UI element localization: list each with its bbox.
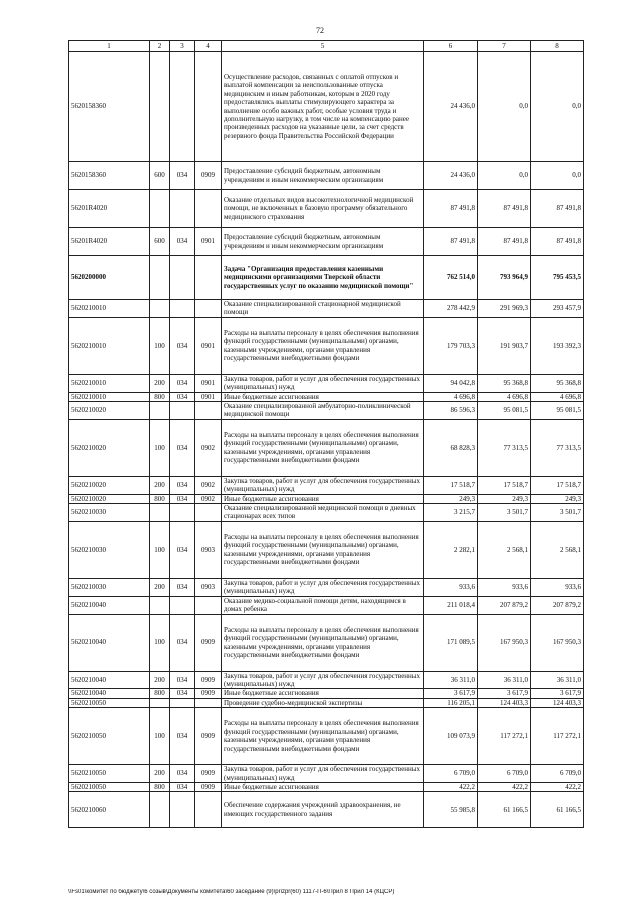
table-row <box>69 765 584 783</box>
cell-name: Предоставление субсидий бюджетным, автономным учреждениям и иным некоммерческим организациям <box>222 162 424 190</box>
header-cell: 3 <box>170 41 195 52</box>
cell-v8: 117 272,1 <box>531 708 584 765</box>
cell-name: Расходы на выплаты персоналу в целях обеспечения выполнения функций государственными (муниципальными) органами, казенными учреждениями, органами управления государственными внебюджетными фондами <box>222 614 424 671</box>
cell-v8: 795 453,5 <box>531 256 584 300</box>
cell-v8: 193 392,3 <box>531 317 584 374</box>
cell-v6: 86 596,3 <box>424 402 478 420</box>
cell-c4 <box>195 300 222 318</box>
cell-c2 <box>150 256 170 300</box>
cell-code: 5620210010 <box>69 300 150 318</box>
table-row <box>69 708 584 765</box>
cell-c2 <box>150 190 170 228</box>
cell-c4: 0909 <box>195 689 222 698</box>
cell-c4: 0902 <box>195 476 222 494</box>
cell-c3 <box>170 402 195 420</box>
cell-c3 <box>170 256 195 300</box>
cell-v6: 36 311,0 <box>424 671 478 689</box>
cell-v8: 77 313,5 <box>531 419 584 476</box>
cell-v7: 61 166,5 <box>478 792 531 828</box>
cell-c2 <box>150 792 170 828</box>
cell-v7: 0,0 <box>478 162 531 190</box>
cell-v6: 17 518,7 <box>424 476 478 494</box>
cell-v6: 109 073,9 <box>424 708 478 765</box>
cell-name: Оказание отдельных видов высокотехнологичной медицинской помощи, не включенных в базовую программу обязательного медицинского страхования <box>222 190 424 228</box>
cell-c4 <box>195 402 222 420</box>
cell-name: Оказание специализированной стационарной медицинской помощи <box>222 300 424 318</box>
cell-c4: 0903 <box>195 578 222 596</box>
cell-code: 5620210020 <box>69 494 150 503</box>
header-cell: 1 <box>69 41 150 52</box>
cell-code: 5620210040 <box>69 671 150 689</box>
cell-v8: 249,3 <box>531 494 584 503</box>
cell-name: Расходы на выплаты персоналу в целях обеспечения выполнения функций государственными (муниципальными) органами, казенными учреждениями, органами управления государственными внебюджетными фондами <box>222 317 424 374</box>
cell-c2: 600 <box>150 162 170 190</box>
cell-c3 <box>170 300 195 318</box>
cell-c3: 034 <box>170 521 195 578</box>
cell-v7: 167 950,3 <box>478 614 531 671</box>
cell-name: Оказание медико-социальной помощи детям, находящимся в домах ребенка <box>222 596 424 614</box>
cell-v7: 117 272,1 <box>478 708 531 765</box>
cell-v6: 116 205,1 <box>424 698 478 707</box>
cell-c3: 034 <box>170 671 195 689</box>
cell-v7: 87 491,8 <box>478 228 531 256</box>
cell-code: 5620210030 <box>69 521 150 578</box>
cell-c3: 034 <box>170 419 195 476</box>
cell-c4: 0901 <box>195 392 222 401</box>
table-row <box>69 782 584 791</box>
cell-v8: 933,6 <box>531 578 584 596</box>
cell-v8: 87 491,8 <box>531 228 584 256</box>
cell-c4: 0909 <box>195 782 222 791</box>
table-row <box>69 52 584 162</box>
cell-c3: 034 <box>170 578 195 596</box>
header-cell: 4 <box>195 41 222 52</box>
cell-v7: 6 709,0 <box>478 765 531 783</box>
table-row <box>69 596 584 614</box>
table-row <box>69 614 584 671</box>
cell-code: 5620210060 <box>69 792 150 828</box>
cell-v8: 422,2 <box>531 782 584 791</box>
cell-v6: 2 282,1 <box>424 521 478 578</box>
table-row <box>69 578 584 596</box>
cell-c3: 034 <box>170 614 195 671</box>
cell-c4: 0901 <box>195 374 222 392</box>
cell-c2 <box>150 504 170 522</box>
cell-name: Закупка товаров, работ и услуг для обеспечения государственных (муниципальных) нужд <box>222 374 424 392</box>
table-row <box>69 374 584 392</box>
page-number: 72 <box>316 26 324 35</box>
cell-code: 5620210030 <box>69 578 150 596</box>
table-row <box>69 190 584 228</box>
cell-v7: 17 518,7 <box>478 476 531 494</box>
cell-c2 <box>150 698 170 707</box>
cell-c2 <box>150 402 170 420</box>
cell-v7: 291 969,3 <box>478 300 531 318</box>
cell-name: Обеспечение содержания учреждений здравоохранения, не имеющих государственного задания <box>222 792 424 828</box>
cell-c2: 100 <box>150 419 170 476</box>
cell-v8: 3 617,9 <box>531 689 584 698</box>
cell-v8: 95 368,8 <box>531 374 584 392</box>
cell-c2: 600 <box>150 228 170 256</box>
cell-name: Оказание специализированной медицинской помощи в дневных стационарах всех типов <box>222 504 424 522</box>
cell-v7: 249,3 <box>478 494 531 503</box>
cell-c2: 200 <box>150 476 170 494</box>
cell-c2: 100 <box>150 708 170 765</box>
table-row <box>69 504 584 522</box>
cell-v6: 933,6 <box>424 578 478 596</box>
header-cell: 6 <box>424 41 478 52</box>
cell-c2 <box>150 300 170 318</box>
cell-code: 5620210050 <box>69 782 150 791</box>
cell-c3: 034 <box>170 228 195 256</box>
cell-v8: 293 457,9 <box>531 300 584 318</box>
cell-c2: 100 <box>150 521 170 578</box>
cell-c3 <box>170 792 195 828</box>
table-row <box>69 689 584 698</box>
cell-v8: 6 709,0 <box>531 765 584 783</box>
cell-c3: 034 <box>170 765 195 783</box>
table-row <box>69 317 584 374</box>
cell-v8: 95 081,5 <box>531 402 584 420</box>
cell-v7: 3 617,9 <box>478 689 531 698</box>
cell-v6: 762 514,0 <box>424 256 478 300</box>
cell-c3: 034 <box>170 708 195 765</box>
cell-name: Расходы на выплаты персоналу в целях обеспечения выполнения функций государственными (муниципальными) органами, казенными учреждениями, органами управления государственными внебюджетными фондами <box>222 419 424 476</box>
table-row <box>69 300 584 318</box>
cell-code: 5620210010 <box>69 392 150 401</box>
cell-c4: 0909 <box>195 708 222 765</box>
header-cell: 5 <box>222 41 424 52</box>
cell-c3: 034 <box>170 494 195 503</box>
table-row <box>69 256 584 300</box>
cell-v7: 77 313,5 <box>478 419 531 476</box>
table-row <box>69 162 584 190</box>
cell-c2: 800 <box>150 689 170 698</box>
cell-c3 <box>170 52 195 162</box>
cell-c2: 200 <box>150 671 170 689</box>
cell-c3: 034 <box>170 689 195 698</box>
cell-name: Расходы на выплаты персоналу в целях обеспечения выполнения функций государственными (муниципальными) органами, казенными учреждениями, органами управления государственными внебюджетными фондами <box>222 708 424 765</box>
cell-v7: 191 903,7 <box>478 317 531 374</box>
cell-c3: 034 <box>170 317 195 374</box>
cell-v8: 4 696,8 <box>531 392 584 401</box>
cell-code: 5620210040 <box>69 614 150 671</box>
cell-code: 5620210010 <box>69 317 150 374</box>
cell-code: 5620210030 <box>69 504 150 522</box>
table-row <box>69 521 584 578</box>
table-row <box>69 671 584 689</box>
table-row <box>69 419 584 476</box>
cell-v6: 211 018,4 <box>424 596 478 614</box>
cell-v7: 36 311,0 <box>478 671 531 689</box>
cell-name: Задача "Организация предоставления казенными медицинскими организациями Тверской области государственных услуг по оказанию медицинской помощи" <box>222 256 424 300</box>
cell-v6: 87 491,8 <box>424 190 478 228</box>
cell-code: 5620210020 <box>69 419 150 476</box>
cell-v6: 171 089,5 <box>424 614 478 671</box>
header-cell: 2 <box>150 41 170 52</box>
cell-name: Предоставление субсидий бюджетным, автономным учреждениям и иным некоммерческим организациям <box>222 228 424 256</box>
cell-name: Закупка товаров, работ и услуг для обеспечения государственных (муниципальных) нужд <box>222 765 424 783</box>
cell-name: Оказание специализированной амбулаторно-поликлинической медицинской помощи <box>222 402 424 420</box>
cell-v8: 0,0 <box>531 52 584 162</box>
cell-code: 5620210020 <box>69 476 150 494</box>
cell-code: 56201R4020 <box>69 228 150 256</box>
cell-code: 5620210050 <box>69 708 150 765</box>
cell-v7: 3 501,7 <box>478 504 531 522</box>
cell-v8: 36 311,0 <box>531 671 584 689</box>
cell-name: Осуществление расходов, связанных с оплатой отпусков и выплатой компенсации за неиспользованные отпуска медицинским и иным работникам, которым в 2020 году предоставлялись выплаты стимулирующего характера за выполнение особо важных работ, особые условия труда и дополнительную нагрузку, в том числе на компенсацию ранее произведенных расходов на указанные цели, за счет средств резервного фонда Правительства Российской Федерации <box>222 52 424 162</box>
cell-v6: 179 703,3 <box>424 317 478 374</box>
cell-v8: 3 501,7 <box>531 504 584 522</box>
cell-name: Иные бюджетные ассигнования <box>222 782 424 791</box>
cell-c2: 200 <box>150 765 170 783</box>
cell-c3 <box>170 504 195 522</box>
cell-name: Закупка товаров, работ и услуг для обеспечения государственных (муниципальных) нужд <box>222 476 424 494</box>
cell-code: 5620210010 <box>69 374 150 392</box>
cell-c4: 0903 <box>195 521 222 578</box>
cell-v8: 61 166,5 <box>531 792 584 828</box>
cell-code: 5620210050 <box>69 765 150 783</box>
cell-v6: 3 617,9 <box>424 689 478 698</box>
table-row <box>69 228 584 256</box>
cell-v8: 167 950,3 <box>531 614 584 671</box>
cell-name: Закупка товаров, работ и услуг для обеспечения государственных (муниципальных) нужд <box>222 671 424 689</box>
cell-v8: 124 403,3 <box>531 698 584 707</box>
table-row <box>69 494 584 503</box>
budget-table <box>68 40 584 828</box>
cell-c4: 0909 <box>195 614 222 671</box>
cell-v7: 207 879,2 <box>478 596 531 614</box>
cell-c4 <box>195 698 222 707</box>
cell-v7: 933,6 <box>478 578 531 596</box>
table-row <box>69 792 584 828</box>
cell-v6: 422,2 <box>424 782 478 791</box>
cell-v6: 24 436,0 <box>424 52 478 162</box>
cell-c2: 100 <box>150 614 170 671</box>
cell-v8: 207 879,2 <box>531 596 584 614</box>
cell-v7: 124 403,3 <box>478 698 531 707</box>
cell-v7: 95 081,5 <box>478 402 531 420</box>
cell-c4: 0901 <box>195 228 222 256</box>
cell-code: 5620210020 <box>69 402 150 420</box>
file-path-footer: \\Fs01\комитет по бюджету\6 созыв\Документы комитета\60 заседание (9)\prizpr(60) 1117-П-6\Прил 8 Прил 14 (КЦСР) <box>68 889 395 895</box>
cell-v7: 793 964,9 <box>478 256 531 300</box>
cell-c4: 0901 <box>195 317 222 374</box>
table-row <box>69 698 584 707</box>
cell-c3: 034 <box>170 392 195 401</box>
cell-c4 <box>195 256 222 300</box>
cell-code: 5620210050 <box>69 698 150 707</box>
cell-c2: 800 <box>150 494 170 503</box>
cell-v7: 95 368,8 <box>478 374 531 392</box>
cell-c3: 034 <box>170 374 195 392</box>
cell-c4 <box>195 190 222 228</box>
cell-v6: 4 696,8 <box>424 392 478 401</box>
cell-c2 <box>150 596 170 614</box>
cell-v6: 68 828,3 <box>424 419 478 476</box>
cell-c2: 200 <box>150 578 170 596</box>
header-cell: 7 <box>478 41 531 52</box>
cell-c4: 0909 <box>195 671 222 689</box>
cell-code: 5620200000 <box>69 256 150 300</box>
cell-c4 <box>195 792 222 828</box>
cell-v6: 24 436,0 <box>424 162 478 190</box>
table-row <box>69 392 584 401</box>
cell-c3: 034 <box>170 782 195 791</box>
cell-c3: 034 <box>170 476 195 494</box>
header-cell: 8 <box>531 41 584 52</box>
cell-c4 <box>195 52 222 162</box>
cell-v6: 87 491,8 <box>424 228 478 256</box>
cell-v7: 87 491,8 <box>478 190 531 228</box>
cell-code: 5620210040 <box>69 689 150 698</box>
cell-c3 <box>170 190 195 228</box>
cell-v8: 87 491,8 <box>531 190 584 228</box>
cell-c3 <box>170 698 195 707</box>
cell-name: Расходы на выплаты персоналу в целях обеспечения выполнения функций государственными (муниципальными) органами, казенными учреждениями, органами управления государственными внебюджетными фондами <box>222 521 424 578</box>
header-row <box>69 41 584 52</box>
table-row <box>69 402 584 420</box>
cell-v8: 17 518,7 <box>531 476 584 494</box>
cell-code: 5620158360 <box>69 52 150 162</box>
cell-name: Иные бюджетные ассигнования <box>222 494 424 503</box>
table-row <box>69 476 584 494</box>
cell-c3: 034 <box>170 162 195 190</box>
cell-v7: 0,0 <box>478 52 531 162</box>
cell-code: 56201R4020 <box>69 190 150 228</box>
cell-v8: 2 568,1 <box>531 521 584 578</box>
cell-name: Иные бюджетные ассигнования <box>222 392 424 401</box>
cell-v7: 2 568,1 <box>478 521 531 578</box>
cell-v8: 0,0 <box>531 162 584 190</box>
cell-v6: 249,3 <box>424 494 478 503</box>
cell-c2 <box>150 52 170 162</box>
cell-code: 5620158360 <box>69 162 150 190</box>
cell-v6: 6 709,0 <box>424 765 478 783</box>
cell-v7: 422,2 <box>478 782 531 791</box>
cell-c4 <box>195 596 222 614</box>
cell-name: Закупка товаров, работ и услуг для обеспечения государственных (муниципальных) нужд <box>222 578 424 596</box>
cell-c4 <box>195 504 222 522</box>
cell-name: Проведение судебно-медицинской экспертизы <box>222 698 424 707</box>
cell-c2: 800 <box>150 782 170 791</box>
cell-c2: 800 <box>150 392 170 401</box>
cell-c2: 100 <box>150 317 170 374</box>
cell-c2: 200 <box>150 374 170 392</box>
cell-c4: 0909 <box>195 162 222 190</box>
cell-v7: 4 696,8 <box>478 392 531 401</box>
cell-v6: 55 985,8 <box>424 792 478 828</box>
cell-c4: 0909 <box>195 765 222 783</box>
cell-name: Иные бюджетные ассигнования <box>222 689 424 698</box>
cell-c4: 0902 <box>195 494 222 503</box>
cell-c3 <box>170 596 195 614</box>
cell-code: 5620210040 <box>69 596 150 614</box>
cell-v6: 278 442,9 <box>424 300 478 318</box>
cell-v6: 94 042,8 <box>424 374 478 392</box>
cell-v6: 3 215,7 <box>424 504 478 522</box>
cell-c4: 0902 <box>195 419 222 476</box>
